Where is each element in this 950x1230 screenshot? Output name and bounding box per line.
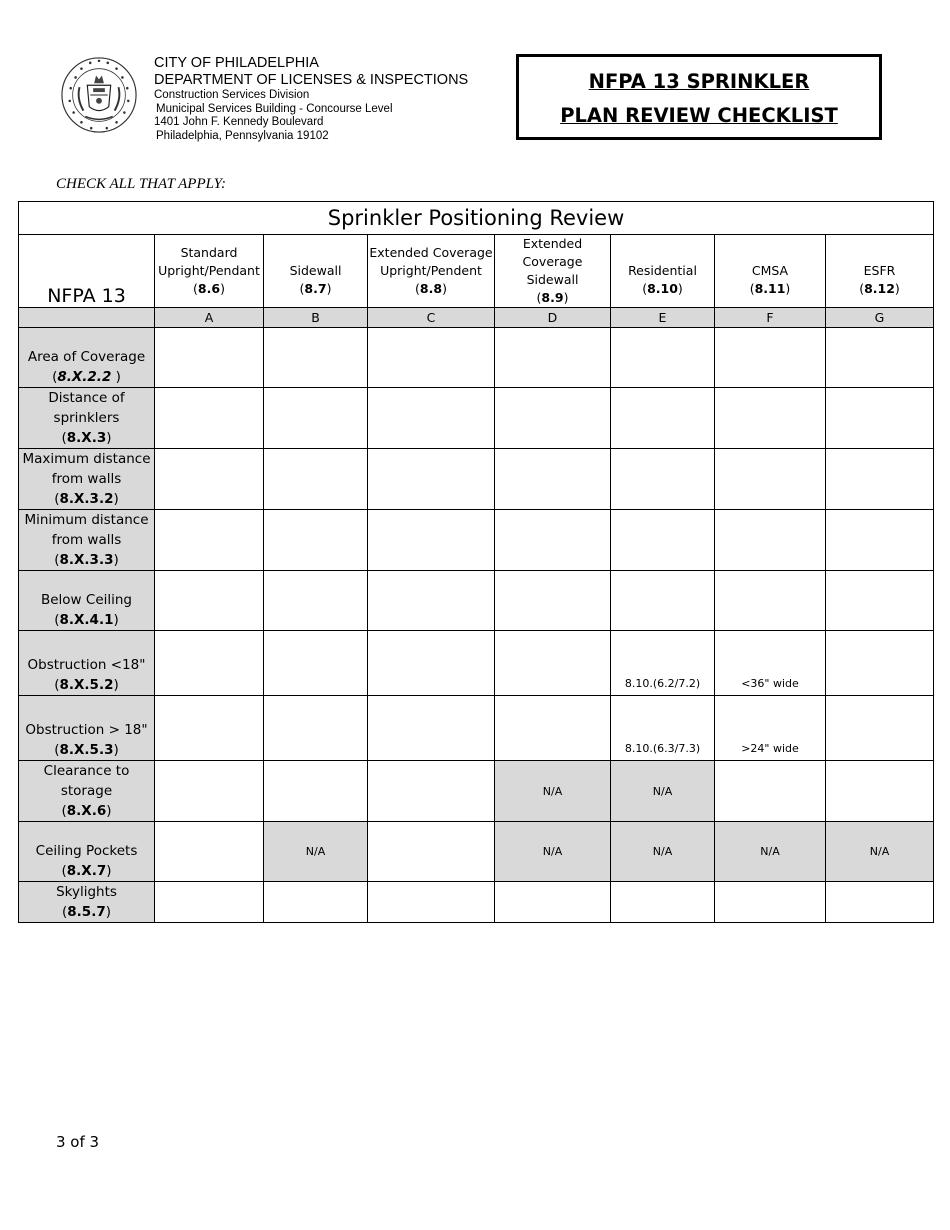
row-ref: (8.X.5.2) bbox=[54, 677, 119, 693]
check-cell-b[interactable] bbox=[264, 696, 368, 761]
column-ref: (8.11) bbox=[749, 281, 791, 296]
check-cell-e[interactable] bbox=[611, 449, 715, 510]
check-cell-c[interactable] bbox=[368, 388, 495, 449]
row-label bbox=[19, 328, 155, 388]
check-cell-b[interactable] bbox=[264, 631, 368, 696]
check-cell-a[interactable] bbox=[155, 696, 264, 761]
row-label bbox=[19, 631, 155, 696]
row-label-line-2: sprinklers bbox=[53, 410, 120, 426]
column-letter-c: C bbox=[368, 308, 495, 328]
city-state-zip: Philadelphia, Pennsylvania 19102 bbox=[156, 129, 329, 142]
check-cell-b[interactable]: N/A bbox=[264, 822, 368, 882]
check-cell-d[interactable] bbox=[495, 571, 611, 631]
table-row bbox=[19, 822, 934, 882]
check-cell-e[interactable] bbox=[611, 571, 715, 631]
column-name-line-2: Upright/Pendent bbox=[380, 263, 482, 278]
row-ref-number: 8.X.3.2 bbox=[59, 491, 114, 507]
check-cell-f[interactable] bbox=[715, 328, 826, 388]
check-cell-a[interactable] bbox=[155, 388, 264, 449]
row-label-line-2: Area of Coverage bbox=[27, 349, 146, 365]
check-cell-a[interactable] bbox=[155, 631, 264, 696]
check-cell-c[interactable] bbox=[368, 822, 495, 882]
table-body bbox=[19, 328, 934, 923]
column-ref: (8.6) bbox=[193, 281, 225, 296]
column-header-c bbox=[368, 235, 495, 308]
row-ref: (8.X.5.3) bbox=[54, 742, 119, 758]
check-cell-b[interactable] bbox=[264, 571, 368, 631]
table-row bbox=[19, 510, 934, 571]
column-ref: (8.10) bbox=[642, 281, 683, 296]
row-label bbox=[19, 449, 155, 510]
check-cell-a[interactable] bbox=[155, 328, 264, 388]
row-label-line-1: Maximum distance bbox=[22, 451, 151, 467]
check-cell-a[interactable] bbox=[155, 449, 264, 510]
check-cell-c[interactable] bbox=[368, 510, 495, 571]
column-name-line-1 bbox=[611, 244, 714, 262]
title-line-1: NFPA 13 SPRINKLER bbox=[588, 70, 810, 93]
row-ref-number: 8.X.4.1 bbox=[59, 612, 114, 628]
table-row bbox=[19, 449, 934, 510]
check-cell-g[interactable] bbox=[826, 510, 934, 571]
column-name-line-2: Residential bbox=[628, 263, 697, 278]
row-label bbox=[19, 696, 155, 761]
check-cell-f[interactable] bbox=[715, 882, 826, 923]
column-name-line-2: Upright/Pendant bbox=[158, 263, 260, 278]
row-label-line-2: storage bbox=[60, 783, 113, 799]
column-name-line-2: Coverage Sidewall bbox=[522, 254, 583, 287]
division-name: Construction Services Division bbox=[154, 89, 310, 101]
check-cell-b[interactable] bbox=[264, 449, 368, 510]
column-ref-number: 8.12 bbox=[864, 281, 895, 296]
check-cell-b[interactable] bbox=[264, 882, 368, 923]
row-ref-number: 8.X.5.3 bbox=[59, 742, 114, 758]
row-label bbox=[19, 822, 155, 882]
row-label bbox=[19, 388, 155, 449]
column-ref: (8.7) bbox=[299, 281, 332, 296]
row-ref: (8.X.3) bbox=[61, 430, 112, 446]
check-cell-c[interactable] bbox=[368, 571, 495, 631]
column-ref-number: 8.9 bbox=[541, 290, 564, 305]
row-ref: (8.X.2.2 ) bbox=[52, 369, 121, 385]
column-header-a bbox=[155, 235, 264, 308]
column-header-d bbox=[495, 235, 611, 308]
column-ref: (8.12) bbox=[859, 281, 900, 296]
check-cell-d[interactable] bbox=[495, 449, 611, 510]
row-label bbox=[19, 510, 155, 571]
check-cell-b[interactable] bbox=[264, 510, 368, 571]
column-letter-row bbox=[19, 308, 934, 328]
check-cell-g[interactable] bbox=[826, 761, 934, 822]
check-cell-e[interactable] bbox=[611, 510, 715, 571]
letter-blank-cell bbox=[19, 308, 155, 328]
city-seal-icon bbox=[60, 56, 138, 134]
row-label-line-2: Ceiling Pockets bbox=[35, 843, 138, 859]
check-cell-e[interactable] bbox=[611, 328, 715, 388]
check-cell-d[interactable]: N/A bbox=[495, 822, 611, 882]
row-label-line-1: Distance of bbox=[48, 390, 125, 406]
column-header-e bbox=[611, 235, 715, 308]
row-label-line-1: Minimum distance bbox=[24, 512, 149, 528]
row-ref-number: 8.X.3 bbox=[66, 430, 107, 446]
check-cell-a[interactable] bbox=[155, 761, 264, 822]
row-ref: (8.X.7) bbox=[61, 863, 112, 879]
check-cell-c[interactable] bbox=[368, 328, 495, 388]
check-cell-f[interactable] bbox=[715, 449, 826, 510]
column-ref-number: 8.10 bbox=[647, 281, 678, 296]
check-cell-a[interactable] bbox=[155, 882, 264, 923]
table-row bbox=[19, 631, 934, 696]
check-cell-e[interactable] bbox=[611, 882, 715, 923]
row-label bbox=[19, 761, 155, 822]
row-ref-number: 8.X.3.3 bbox=[59, 552, 114, 568]
title-line-2: PLAN REVIEW CHECKLIST bbox=[560, 104, 838, 127]
check-cell-f[interactable]: N/A bbox=[715, 822, 826, 882]
department-name: DEPARTMENT OF LICENSES & INSPECTIONS bbox=[154, 72, 469, 88]
check-cell-c[interactable] bbox=[368, 882, 495, 923]
check-cell-b[interactable] bbox=[264, 388, 368, 449]
check-cell-e[interactable]: N/A bbox=[611, 761, 715, 822]
check-cell-f[interactable] bbox=[715, 571, 826, 631]
column-ref-number: 8.11 bbox=[754, 281, 786, 296]
column-name-line-2: Sidewall bbox=[289, 263, 342, 278]
check-cell-f[interactable] bbox=[715, 761, 826, 822]
row-ref: (8.X.6) bbox=[61, 803, 112, 819]
column-letter-e: E bbox=[611, 308, 715, 328]
check-cell-a[interactable] bbox=[155, 510, 264, 571]
table-heading: Sprinkler Positioning Review bbox=[19, 202, 934, 235]
row-label-line-2: Skylights bbox=[56, 884, 117, 900]
check-cell-a[interactable] bbox=[155, 822, 264, 882]
check-cell-g[interactable] bbox=[826, 882, 934, 923]
row-label-line-2: from walls bbox=[51, 471, 122, 487]
row-ref-number: 8.X.7 bbox=[66, 863, 107, 879]
column-letter-f: F bbox=[715, 308, 826, 328]
row-label-line-2: Obstruction <18" bbox=[27, 657, 146, 673]
check-cell-d[interactable] bbox=[495, 328, 611, 388]
row-ref: (8.5.7) bbox=[62, 904, 111, 920]
column-ref-number: 8.7 bbox=[304, 281, 327, 296]
check-cell-e[interactable] bbox=[611, 388, 715, 449]
row-label-line-2: Below Ceiling bbox=[40, 592, 133, 608]
column-name-line-2: ESFR bbox=[863, 263, 896, 278]
column-header-b bbox=[264, 235, 368, 308]
table-row bbox=[19, 761, 934, 822]
column-name-line-1 bbox=[826, 244, 933, 262]
row-label bbox=[19, 571, 155, 631]
row-label-line-2: from walls bbox=[51, 532, 122, 548]
column-letter-d: D bbox=[495, 308, 611, 328]
check-cell-b[interactable] bbox=[264, 761, 368, 822]
column-name-line-1: Extended Coverage bbox=[369, 245, 493, 260]
check-cell-g[interactable] bbox=[826, 631, 934, 696]
page-number: 3 of 3 bbox=[56, 1133, 100, 1151]
check-cell-d[interactable] bbox=[495, 510, 611, 571]
check-cell-g[interactable] bbox=[826, 696, 934, 761]
check-cell-g[interactable] bbox=[826, 328, 934, 388]
column-header-row bbox=[19, 235, 934, 308]
table-row bbox=[19, 388, 934, 449]
row-ref: (8.X.4.1) bbox=[54, 612, 119, 628]
row-ref-number: 8.5.7 bbox=[67, 904, 106, 920]
check-cell-c[interactable] bbox=[368, 631, 495, 696]
column-name-line-1: Standard bbox=[180, 245, 238, 260]
row-ref-number: 8.X.2.2 bbox=[57, 369, 112, 385]
table-row bbox=[19, 571, 934, 631]
check-cell-c[interactable] bbox=[368, 761, 495, 822]
check-cell-f[interactable] bbox=[715, 510, 826, 571]
checklist-title-box bbox=[516, 54, 882, 140]
column-header-g bbox=[826, 235, 934, 308]
column-header-f bbox=[715, 235, 826, 308]
check-cell-b[interactable] bbox=[264, 328, 368, 388]
column-letter-a: A bbox=[155, 308, 264, 328]
column-ref-number: 8.6 bbox=[197, 281, 221, 296]
column-name-line-2: CMSA bbox=[751, 263, 789, 278]
row-ref: (8.X.3.3) bbox=[54, 552, 119, 568]
column-name-line-1 bbox=[264, 244, 367, 262]
row-label-line-2: Obstruction > 18" bbox=[25, 722, 148, 738]
column-letter-b: B bbox=[264, 308, 368, 328]
row-ref-number: 8.X.6 bbox=[66, 803, 107, 819]
row-ref-number: 8.X.5.2 bbox=[59, 677, 114, 693]
column-ref: (8.9) bbox=[536, 290, 569, 305]
row-label bbox=[19, 882, 155, 923]
column-ref-number: 8.8 bbox=[419, 281, 443, 296]
check-cell-d[interactable] bbox=[495, 388, 611, 449]
check-cell-c[interactable] bbox=[368, 449, 495, 510]
check-cell-g[interactable] bbox=[826, 571, 934, 631]
table-row bbox=[19, 328, 934, 388]
check-cell-g[interactable]: N/A bbox=[826, 822, 934, 882]
instruction-text: CHECK ALL THAT APPLY: bbox=[56, 176, 227, 192]
check-cell-d[interactable] bbox=[495, 631, 611, 696]
check-cell-e[interactable]: N/A bbox=[611, 822, 715, 882]
department-header bbox=[154, 56, 468, 144]
table-corner-label: NFPA 13 bbox=[19, 235, 155, 308]
column-name-line-1 bbox=[715, 244, 825, 262]
check-cell-d[interactable] bbox=[495, 882, 611, 923]
check-cell-d[interactable]: N/A bbox=[495, 761, 611, 822]
street-address: 1401 John F. Kennedy Boulevard bbox=[154, 116, 324, 128]
check-cell-e[interactable]: 8.10.(6.2/7.2) bbox=[611, 631, 715, 696]
check-cell-a[interactable] bbox=[155, 571, 264, 631]
check-cell-e[interactable]: 8.10.(6.3/7.3) bbox=[611, 696, 715, 761]
check-cell-g[interactable] bbox=[826, 449, 934, 510]
table-row bbox=[19, 882, 934, 923]
check-cell-c[interactable] bbox=[368, 696, 495, 761]
column-name-line-1: Extended bbox=[522, 236, 583, 251]
building-name: Municipal Services Building - Concourse Level bbox=[156, 102, 393, 115]
positioning-review-table bbox=[18, 201, 934, 923]
column-letter-g: G bbox=[826, 308, 934, 328]
check-cell-f[interactable]: <36" wide bbox=[715, 631, 826, 696]
column-ref: (8.8) bbox=[415, 281, 447, 296]
city-name: CITY OF PHILADELPHIA bbox=[154, 55, 319, 71]
table-row bbox=[19, 696, 934, 761]
row-ref: (8.X.3.2) bbox=[54, 491, 119, 507]
check-cell-g[interactable] bbox=[826, 388, 934, 449]
check-cell-d[interactable] bbox=[495, 696, 611, 761]
check-cell-f[interactable]: >24" wide bbox=[715, 696, 826, 761]
row-label-line-1: Clearance to bbox=[43, 763, 130, 779]
check-cell-f[interactable] bbox=[715, 388, 826, 449]
